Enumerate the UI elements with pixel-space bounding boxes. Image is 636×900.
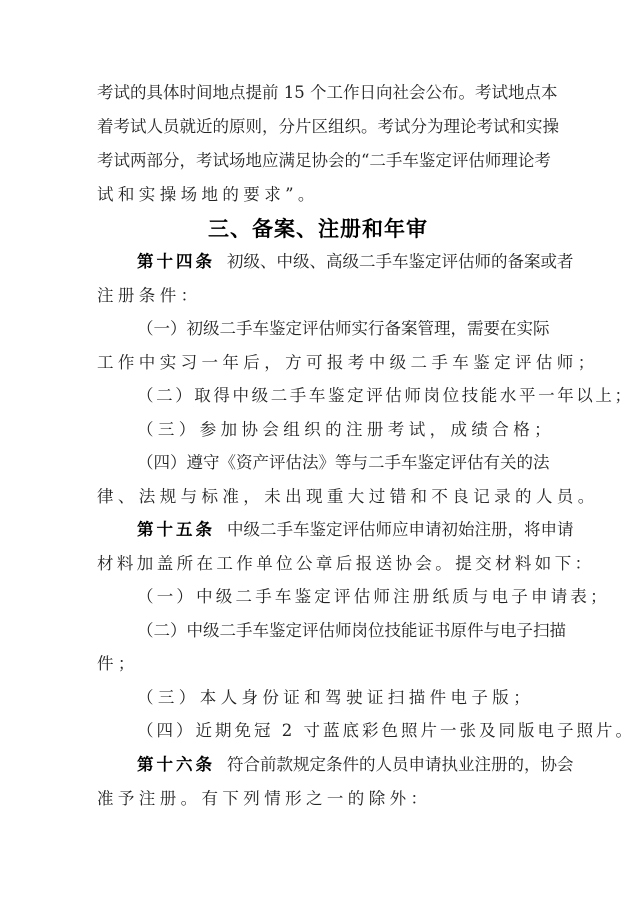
article-16-line: 准予注册。有下列情形之一的除外：	[97, 789, 432, 808]
paragraph-line: 着考试人员就近的原则，分片区组织。考试分为理论考试和实操	[97, 117, 559, 136]
list-item: （三）参加协会组织的注册考试，成绩合格；	[137, 420, 555, 439]
list-item: （四）近期免冠 2 寸蓝底彩色照片一张及同版电子照片。	[137, 721, 635, 740]
article-text: 初级、中级、高级二手车鉴定评估师的备案或者	[227, 252, 574, 271]
article-14-line: 注册条件：	[97, 286, 202, 305]
article-15-line	[137, 513, 574, 547]
list-item: （三）本人身份证和驾驶证扫描件电子版；	[137, 688, 535, 707]
list-item: （一）中级二手车鉴定评估师注册纸质与电子申请表；	[137, 587, 610, 606]
list-item: （二）取得中级二手车鉴定评估师岗位技能水平一年以上；	[137, 386, 634, 405]
article-label: 第十四条	[137, 252, 215, 271]
article-15-line: 材料加盖所在工作单位公章后报送协会。提交材料如下：	[97, 554, 595, 573]
list-item: （二）中级二手车鉴定评估师岗位技能证书原件与电子扫描	[137, 621, 566, 640]
article-text: 中级二手车鉴定评估师应申请初始注册，将申请	[227, 520, 574, 539]
paragraph-line: 试和实操场地的要求”。	[97, 185, 319, 204]
article-label: 第十五条	[137, 520, 215, 539]
article-label: 第十六条	[137, 755, 215, 774]
paragraph-line: 考试的具体时间地点提前 15 个工作日向社会公布。考试地点本	[97, 83, 558, 102]
article-14-line	[137, 245, 574, 279]
section-heading: 三、备案、注册和年审	[208, 217, 428, 241]
list-item-continuation: 工作中实习一年后，方可报考中级二手车鉴定评估师；	[97, 353, 599, 372]
list-item-continuation: 律、法规与标准，未出现重大过错和不良记录的人员。	[97, 487, 599, 506]
article-16-line	[137, 748, 574, 782]
paragraph-line: 考试两部分，考试场地应满足协会的“二手车鉴定评估师理论考	[97, 151, 551, 170]
list-item: （四）遵守《资产评估法》等与二手车鉴定评估有关的法	[137, 453, 550, 472]
article-text: 符合前款规定条件的人员申请执业注册的，协会	[227, 755, 574, 774]
list-item-continuation: 件；	[97, 654, 139, 673]
list-item: （一）初级二手车鉴定评估师实行备案管理，需要在实际	[137, 319, 550, 338]
